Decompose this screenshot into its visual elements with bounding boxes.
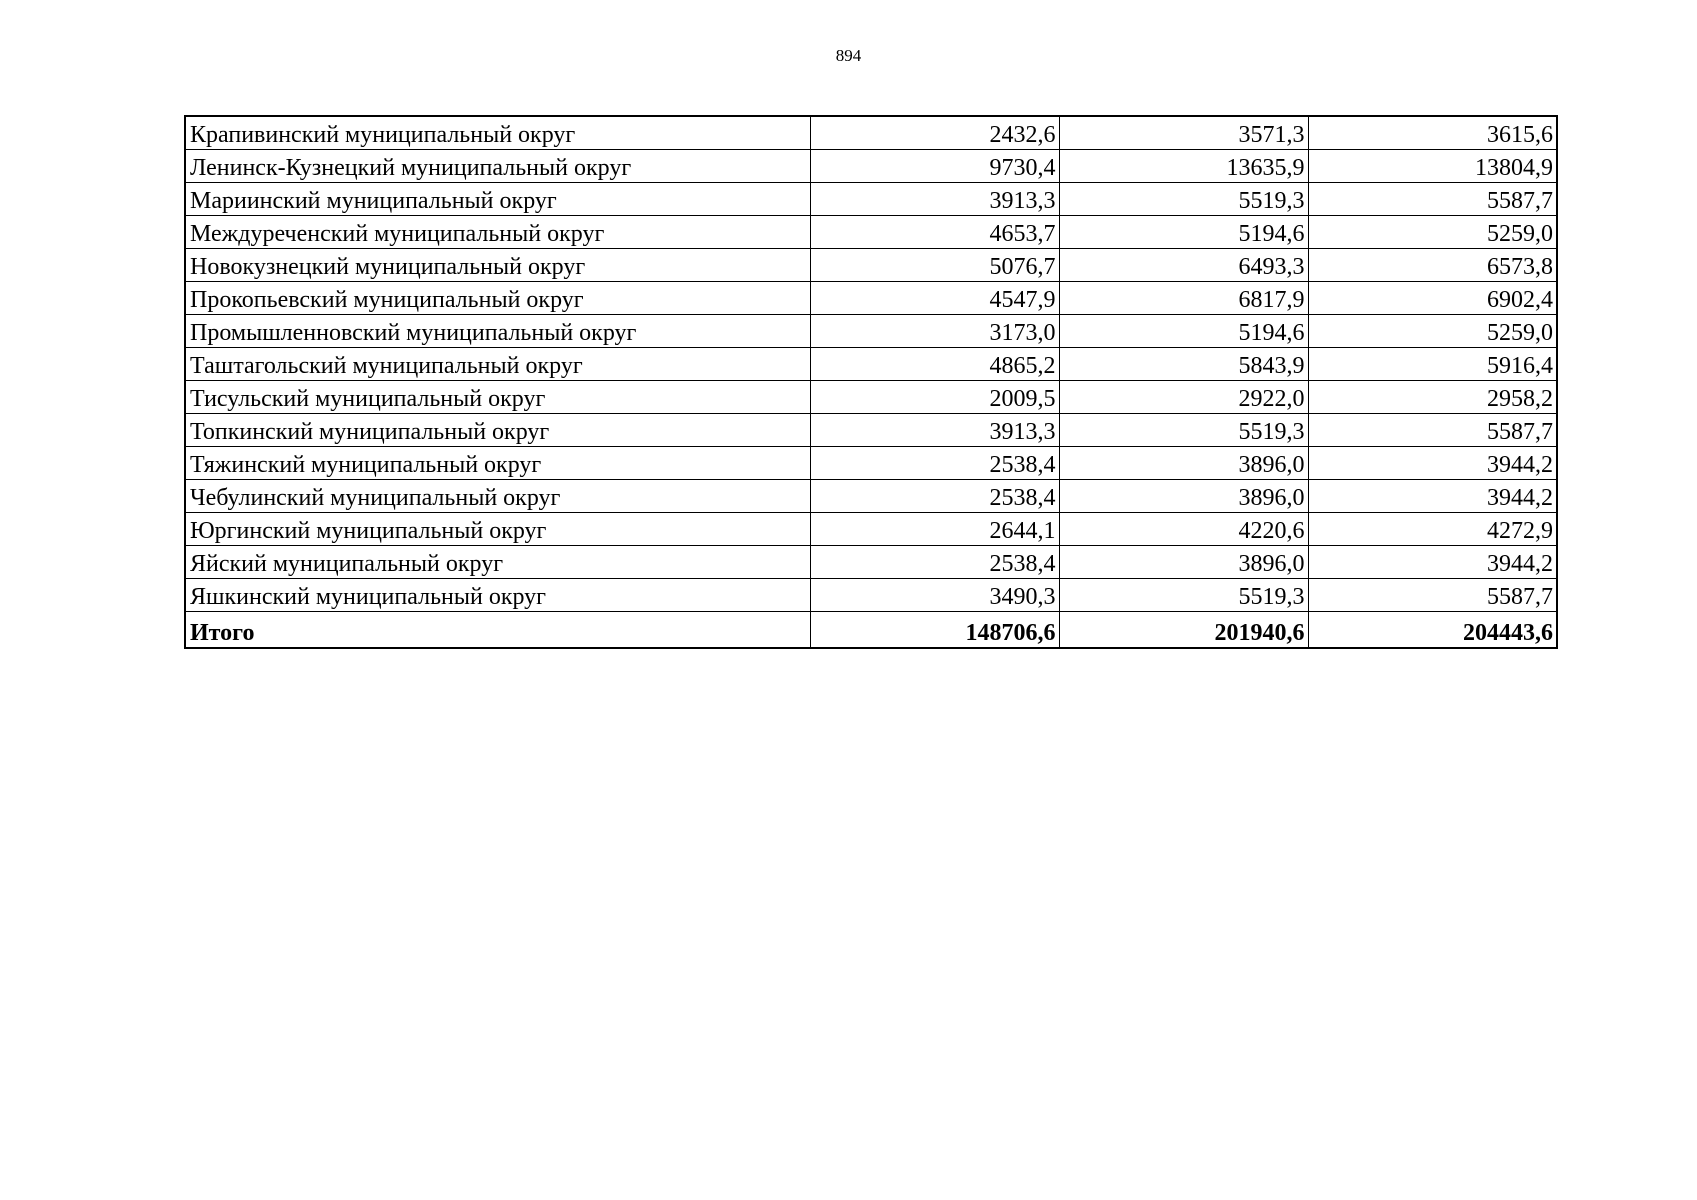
value-cell-2: 6817,9 bbox=[1059, 282, 1308, 315]
total-value-cell-2: 201940,6 bbox=[1059, 612, 1308, 649]
value-cell-1: 2538,4 bbox=[810, 546, 1059, 579]
page-number: 894 bbox=[835, 46, 862, 65]
value-cell-1: 2644,1 bbox=[810, 513, 1059, 546]
value-cell-3: 3944,2 bbox=[1308, 480, 1557, 513]
district-name-cell: Крапивинский муниципальный округ bbox=[185, 116, 810, 150]
value-cell-1: 3913,3 bbox=[810, 183, 1059, 216]
table-row bbox=[185, 546, 1557, 579]
district-name-cell: Яшкинский муниципальный округ bbox=[185, 579, 810, 612]
value-cell-3: 5587,7 bbox=[1308, 579, 1557, 612]
table-row bbox=[185, 480, 1557, 513]
value-cell-1: 2538,4 bbox=[810, 447, 1059, 480]
table-row bbox=[185, 249, 1557, 282]
value-cell-1: 3913,3 bbox=[810, 414, 1059, 447]
table-row bbox=[185, 116, 1557, 150]
value-cell-2: 6493,3 bbox=[1059, 249, 1308, 282]
value-cell-2: 3571,3 bbox=[1059, 116, 1308, 150]
value-cell-3: 13804,9 bbox=[1308, 150, 1557, 183]
value-cell-1: 2009,5 bbox=[810, 381, 1059, 414]
table-row bbox=[185, 579, 1557, 612]
value-cell-1: 2538,4 bbox=[810, 480, 1059, 513]
total-label-cell: Итого bbox=[185, 612, 810, 649]
table-row bbox=[185, 513, 1557, 546]
value-cell-3: 3615,6 bbox=[1308, 116, 1557, 150]
value-cell-1: 5076,7 bbox=[810, 249, 1059, 282]
value-cell-2: 4220,6 bbox=[1059, 513, 1308, 546]
value-cell-2: 3896,0 bbox=[1059, 447, 1308, 480]
budget-table bbox=[184, 115, 1558, 649]
value-cell-1: 3490,3 bbox=[810, 579, 1059, 612]
value-cell-3: 5259,0 bbox=[1308, 216, 1557, 249]
value-cell-2: 5843,9 bbox=[1059, 348, 1308, 381]
value-cell-1: 2432,6 bbox=[810, 116, 1059, 150]
table-body bbox=[185, 116, 1557, 648]
value-cell-2: 5519,3 bbox=[1059, 579, 1308, 612]
value-cell-2: 5194,6 bbox=[1059, 216, 1308, 249]
district-name-cell: Промышленновский муниципальный округ bbox=[185, 315, 810, 348]
value-cell-3: 5916,4 bbox=[1308, 348, 1557, 381]
value-cell-3: 4272,9 bbox=[1308, 513, 1557, 546]
table-row bbox=[185, 447, 1557, 480]
district-name-cell: Мариинский муниципальный округ bbox=[185, 183, 810, 216]
value-cell-1: 4865,2 bbox=[810, 348, 1059, 381]
value-cell-3: 6902,4 bbox=[1308, 282, 1557, 315]
value-cell-2: 5519,3 bbox=[1059, 183, 1308, 216]
district-name-cell: Новокузнецкий муниципальный округ bbox=[185, 249, 810, 282]
table-row bbox=[185, 414, 1557, 447]
table-row bbox=[185, 282, 1557, 315]
district-name-cell: Тяжинский муниципальный округ bbox=[185, 447, 810, 480]
value-cell-2: 5519,3 bbox=[1059, 414, 1308, 447]
total-value-cell-3: 204443,6 bbox=[1308, 612, 1557, 649]
total-row bbox=[185, 612, 1557, 649]
value-cell-2: 2922,0 bbox=[1059, 381, 1308, 414]
value-cell-3: 2958,2 bbox=[1308, 381, 1557, 414]
district-name-cell: Чебулинский муниципальный округ bbox=[185, 480, 810, 513]
value-cell-3: 3944,2 bbox=[1308, 546, 1557, 579]
value-cell-3: 6573,8 bbox=[1308, 249, 1557, 282]
value-cell-2: 5194,6 bbox=[1059, 315, 1308, 348]
district-name-cell: Тисульский муниципальный округ bbox=[185, 381, 810, 414]
value-cell-3: 5259,0 bbox=[1308, 315, 1557, 348]
table-row bbox=[185, 348, 1557, 381]
table-row bbox=[185, 381, 1557, 414]
value-cell-3: 5587,7 bbox=[1308, 414, 1557, 447]
value-cell-2: 3896,0 bbox=[1059, 480, 1308, 513]
value-cell-1: 4653,7 bbox=[810, 216, 1059, 249]
district-name-cell: Междуреченский муниципальный округ bbox=[185, 216, 810, 249]
table-row bbox=[185, 216, 1557, 249]
value-cell-1: 3173,0 bbox=[810, 315, 1059, 348]
district-name-cell: Ленинск-Кузнецкий муниципальный округ bbox=[185, 150, 810, 183]
total-value-cell-1: 148706,6 bbox=[810, 612, 1059, 649]
value-cell-3: 3944,2 bbox=[1308, 447, 1557, 480]
table-row bbox=[185, 183, 1557, 216]
district-name-cell: Топкинский муниципальный округ bbox=[185, 414, 810, 447]
value-cell-1: 4547,9 bbox=[810, 282, 1059, 315]
table-row bbox=[185, 150, 1557, 183]
table-row bbox=[185, 315, 1557, 348]
value-cell-1: 9730,4 bbox=[810, 150, 1059, 183]
district-name-cell: Таштагольский муниципальный округ bbox=[185, 348, 810, 381]
district-name-cell: Юргинский муниципальный округ bbox=[185, 513, 810, 546]
district-name-cell: Яйский муниципальный округ bbox=[185, 546, 810, 579]
value-cell-2: 13635,9 bbox=[1059, 150, 1308, 183]
value-cell-2: 3896,0 bbox=[1059, 546, 1308, 579]
district-name-cell: Прокопьевский муниципальный округ bbox=[185, 282, 810, 315]
value-cell-3: 5587,7 bbox=[1308, 183, 1557, 216]
